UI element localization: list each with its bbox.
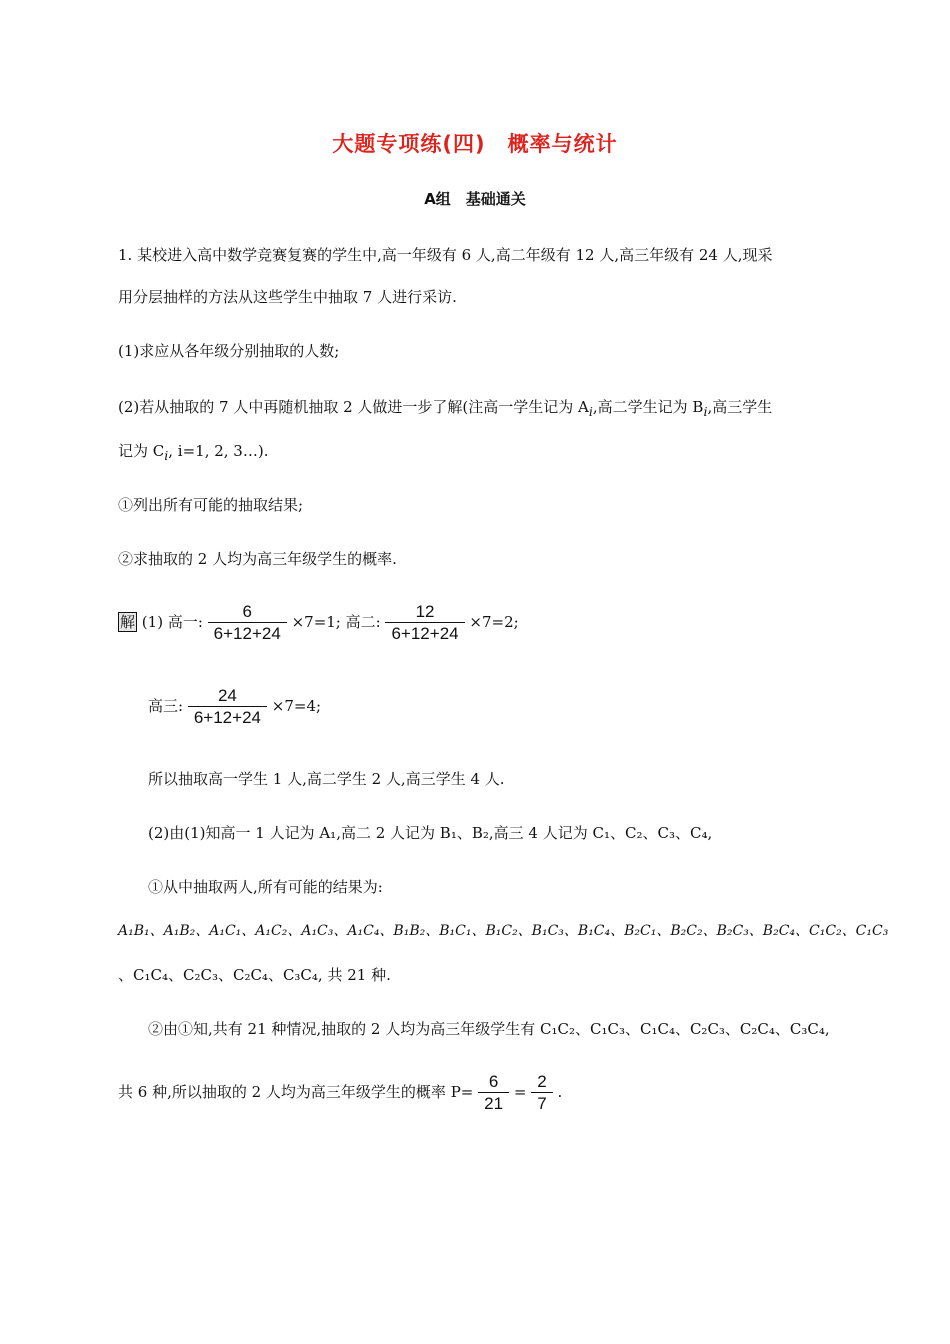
group-heading: A组 基础通关 <box>424 190 526 208</box>
fraction-2-tail: ×7=2; <box>469 613 519 631</box>
question-1: (1)求应从各年级分别抽取的人数; <box>118 342 340 360</box>
q2-text-b: ,高二学生记为 B <box>592 398 704 416</box>
question-2-line-2 <box>118 440 268 463</box>
fraction-denominator: 6+12+24 <box>208 622 287 644</box>
fraction-probability-simplified <box>531 1072 552 1114</box>
question-2-line-1 <box>118 396 772 419</box>
pairs-line-1: A₁B₁、A₁B₂、A₁C₁、A₁C₂、A₁C₃、A₁C₄、B₁B₂、B₁C₁、B₁C₂、B₁C₃、B₁C₄、B₂C₁、B₂C₂、B₂C₃、B₂C₄、C₁C₂、C₁C₃ <box>118 923 889 939</box>
fraction-denominator: 6+12+24 <box>385 622 464 644</box>
fraction-numerator: 6 <box>488 1072 499 1091</box>
q2-text-e: , i=1, 2, 3…). <box>168 442 269 460</box>
subscript-i: i <box>588 404 593 419</box>
problem-stem-line-1: 1. 某校进入高中数学竞赛复赛的学生中,高一年级有 6 人,高二年级有 12 人,高三年级有 24 人,现采 <box>118 246 773 264</box>
fraction-3-tail: ×7=4; <box>271 697 322 715</box>
question-2b: ②求抽取的 2 人均为高三年级学生的概率. <box>118 550 397 568</box>
solution-part-2a-intro: ①从中抽取两人,所有可能的结果为: <box>148 878 383 896</box>
solution-part-2b: ②由①知,共有 21 种情况,抽取的 2 人均为高三年级学生有 C₁C₂、C₁C₃、C₁C₄、C₂C₃、C₂C₄、C₃C₄, <box>148 1020 830 1038</box>
part-1-prefix: (1) 高一: <box>141 613 203 631</box>
fraction-numerator: 6 <box>242 602 252 621</box>
fraction-numerator: 24 <box>217 686 237 705</box>
fraction-denominator: 21 <box>478 1092 509 1114</box>
subscript-i: i <box>703 404 708 419</box>
fraction-denominator: 6+12+24 <box>188 706 267 728</box>
q2-text-c: ,高三学生 <box>707 398 773 416</box>
pairs-line-2: 、C₁C₄、C₂C₃、C₂C₄、C₃C₄, 共 21 种. <box>118 966 391 984</box>
fraction-numerator: 12 <box>415 602 435 621</box>
fraction-grade-1 <box>208 602 287 644</box>
final-period: . <box>557 1083 563 1101</box>
subscript-i: i <box>164 448 169 463</box>
page-title: 大题专项练(四) 概率与统计 <box>332 132 618 156</box>
problem-stem-line-2: 用分层抽样的方法从这些学生中抽取 7 人进行采访. <box>118 288 457 306</box>
solution-summary: 所以抽取高一学生 1 人,高二学生 2 人,高三学生 4 人. <box>148 770 505 788</box>
question-2a: ①列出所有可能的抽取结果; <box>118 496 304 514</box>
q2-text-a: (2)若从抽取的 7 人中再随机抽取 2 人做进一步了解(注高一学生记为 A <box>118 398 589 416</box>
solution-part-1 <box>118 602 519 644</box>
fraction-grade-2 <box>385 602 464 644</box>
fraction-denominator: 7 <box>531 1092 552 1114</box>
q2-text-d: 记为 C <box>118 442 165 460</box>
fraction-grade-3 <box>188 686 267 728</box>
equals-sign: = <box>513 1083 527 1101</box>
solution-grade-3 <box>148 686 321 728</box>
fraction-probability <box>478 1072 509 1114</box>
solution-final <box>118 1072 562 1114</box>
solution-part-2: (2)由(1)知高一 1 人记为 A₁,高二 2 人记为 B₁、B₂,高三 4 人记为 C₁、C₂、C₃、C₄, <box>148 824 713 842</box>
final-prefix: 共 6 种,所以抽取的 2 人均为高三年级学生的概率 P= <box>118 1083 474 1101</box>
grade-3-prefix: 高三: <box>148 697 184 715</box>
fraction-1-tail: ×7=1; 高二: <box>291 613 381 631</box>
solution-badge: 解 <box>120 613 136 631</box>
fraction-numerator: 2 <box>537 1072 547 1091</box>
